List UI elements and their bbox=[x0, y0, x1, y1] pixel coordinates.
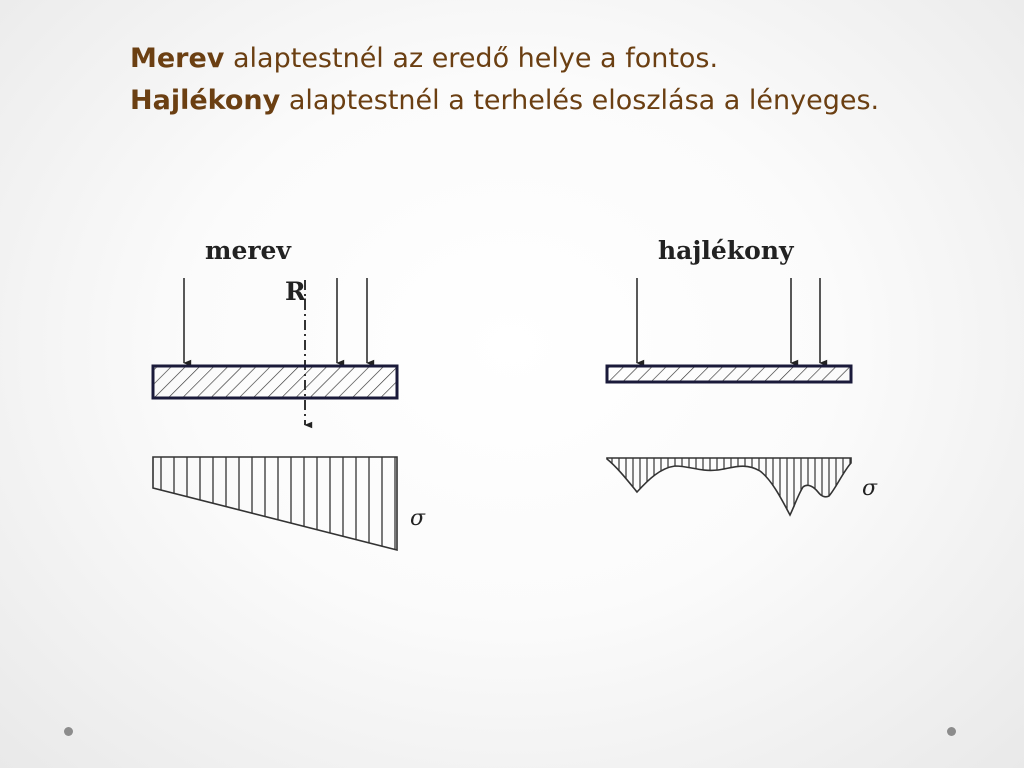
flexible-stress-distribution bbox=[607, 458, 851, 515]
flexible-sigma-label: σ bbox=[862, 476, 878, 501]
rigid-sigma-label: σ bbox=[410, 506, 426, 531]
decorative-dot-left bbox=[64, 727, 73, 736]
term-flexible: Hajlékony bbox=[130, 85, 281, 116]
flexible-load-arrows bbox=[637, 278, 820, 363]
rigid-load-arrows bbox=[184, 278, 367, 363]
rigid-stress-distribution bbox=[153, 457, 397, 550]
rigid-label: merev bbox=[205, 236, 291, 265]
rigid-foundation-beam bbox=[153, 366, 397, 398]
term-rigid: Merev bbox=[130, 43, 225, 74]
resultant-label: R bbox=[285, 277, 306, 306]
flexible-foundation-beam bbox=[607, 366, 851, 382]
flexible-label: hajlékony bbox=[658, 236, 794, 265]
text-rigid: alaptestnél az eredő helye a fontos. bbox=[224, 43, 719, 74]
decorative-dot-right bbox=[947, 727, 956, 736]
text-flexible: alaptestnél a terhelés eloszlása a lényeges. bbox=[280, 85, 880, 116]
